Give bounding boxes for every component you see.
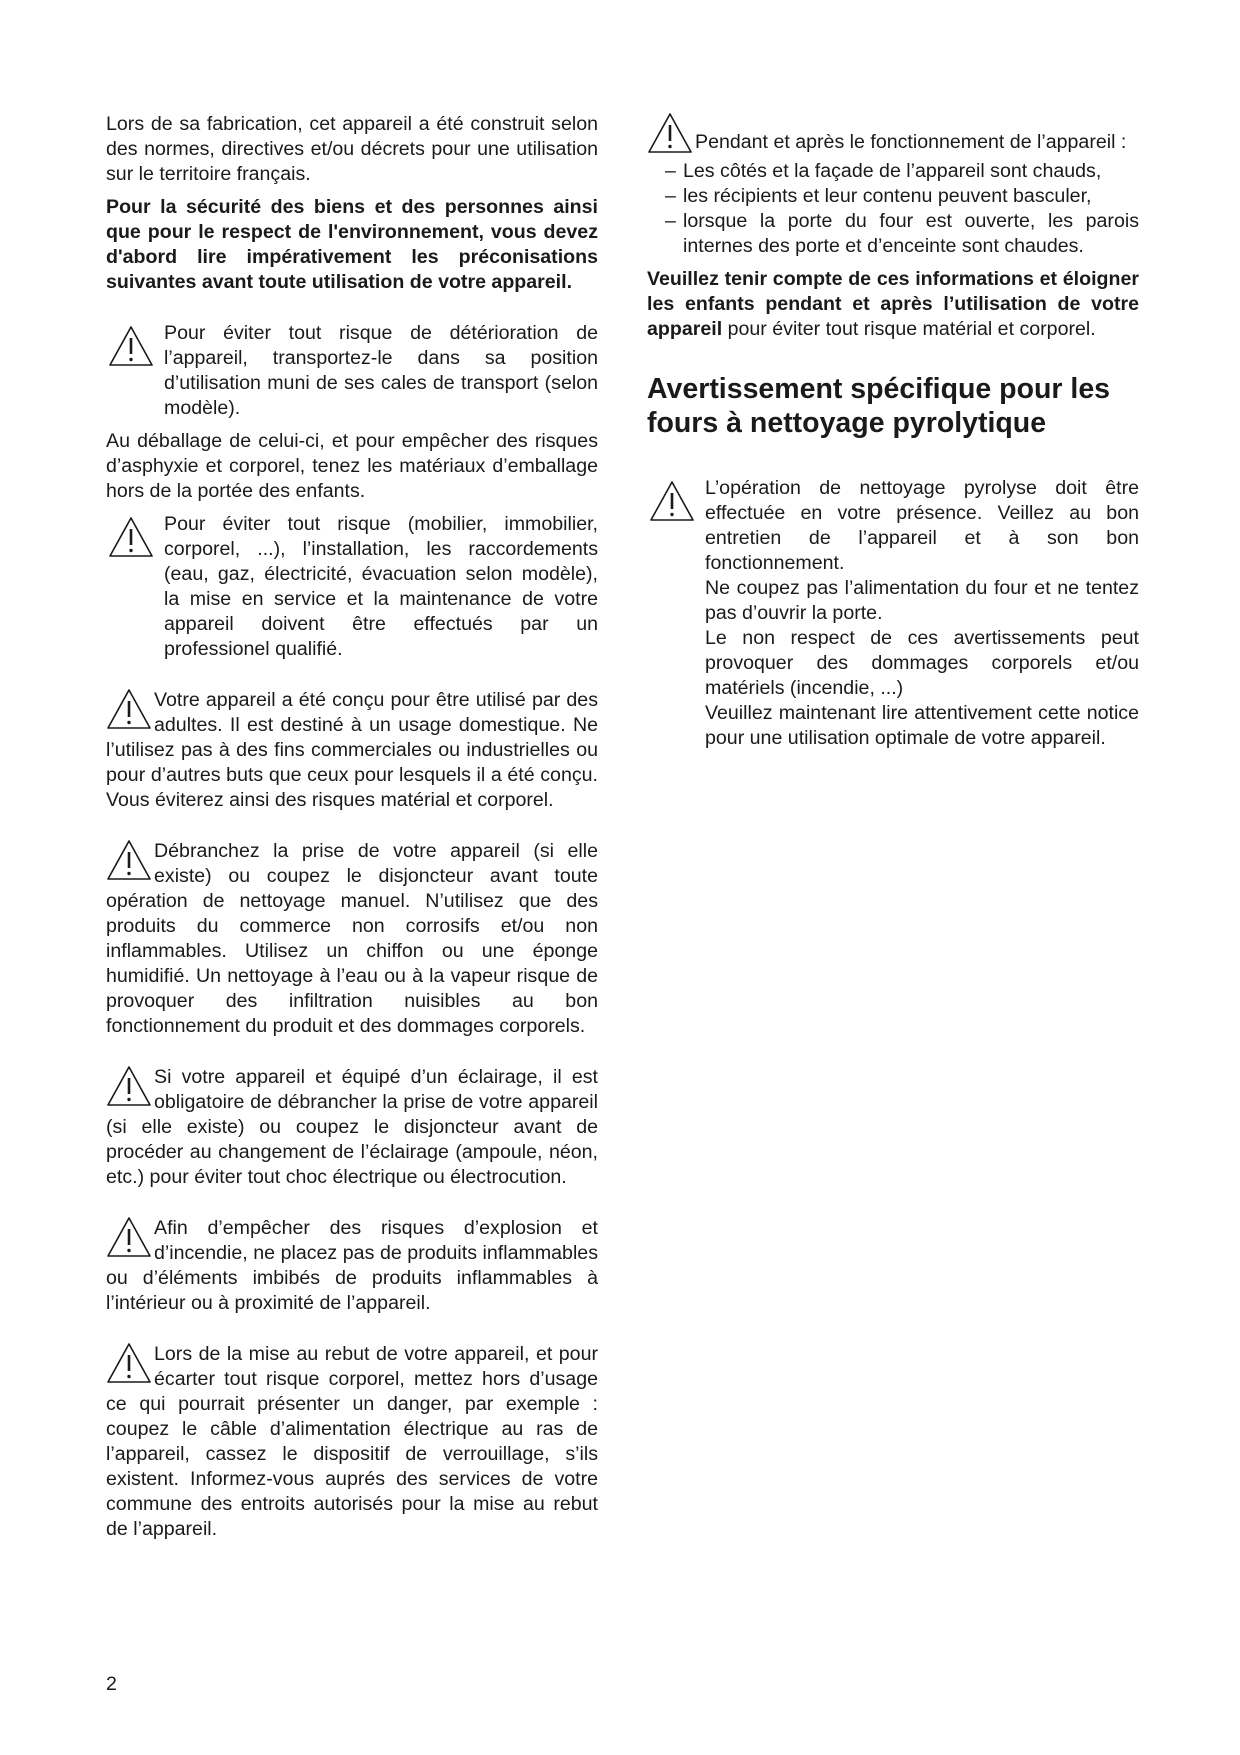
warning-icon: [106, 1065, 152, 1107]
intro-paragraph: Lors de sa fabrication, cet appareil a été construit selon des normes, directives et/ou décrets pour une utilisation sur le territoire français.: [106, 113, 598, 185]
warning-hot: [647, 112, 1139, 155]
list-item: – lorsque la porte du four est ouverte, les parois internes des porte et d’enceinte sont chaudes.: [665, 209, 1139, 259]
list-item: – Les côtés et la façade de l’appareil sont chauds,: [665, 159, 1139, 184]
warning-explosion: [106, 1216, 598, 1316]
right-column: [647, 112, 1139, 751]
pyro-text: Veuillez maintenant lire attentivement cette notice pour une utilisation optimale de votre appareil.: [705, 702, 1139, 749]
left-column: [106, 112, 598, 1542]
children-bold-text: Veuillez tenir compte de ces informations et éloigner les enfants pendant et après l’utilisation de votre appareil: [647, 268, 1139, 340]
warning-text: Pendant et après le fonctionnement de l’appareil :: [695, 131, 1127, 153]
warning-text: Lors de la mise au rebut de votre appareil, et pour écarter tout risque corporel, mettez hors d’usage ce qui pourrait présenter un danger, par exemple : coupez le câble d’alimentation électrique au ras de l’appareil, cassez le dispositif de verrouillage, s’ils existent. Informez-vous auprés des services de votre commune des entroits autorisés pour la mise au rebut de l’appareil.: [106, 1343, 598, 1540]
warning-icon: [106, 1216, 152, 1258]
hot-list: [647, 159, 1139, 259]
warning-icon: [647, 480, 697, 522]
warning-disposal: [106, 1342, 598, 1542]
warning-text: Pour éviter tout risque (mobilier, immobilier, corporel, ...), l’installation, les raccordements (eau, gaz, électricité, évacuation selon modèle), la mise en service et la maintenance de votre appareil doivent être effectués par un professionel qualifié.: [164, 513, 598, 660]
pyro-text: L’opération de nettoyage pyrolyse doit être effectuée en votre présence. Veillez au bon entretien de l’appareil et à son bon fonctionnement.: [705, 477, 1139, 574]
warning-installation: [106, 512, 598, 662]
warning-icon: [106, 688, 152, 730]
safety-paragraph: Pour la sécurité des biens et des personnes ainsi que pour le respect de l'environnement, vous devez d'abord lire impérativement les préconisations suivantes avant toute utilisation de votre appareil.: [106, 196, 598, 293]
warning-text: Débranchez la prise de votre appareil (si elle existe) ou coupez le disjoncteur avant toute opération de nettoyage manuel. N’utilisez que des produits du commerce non corrosifs et/ou non inflammables. Utilisez un chiffon ou une éponge humidifié. Un nettoyage à l’eau ou à la vapeur risque de provoquer des infiltration nuisibles au bon fonctionnement du produit et des dommages corporels.: [106, 840, 598, 1037]
pyro-text: Ne coupez pas l’alimentation du four et ne tentez pas d’ouvrir la porte.: [705, 577, 1139, 624]
warning-text: Pour éviter tout risque de détérioration de l’appareil, transportez-le dans sa position d’utilisation muni de ses cales de transport (selon modèle).: [164, 322, 598, 419]
warning-icon: [106, 839, 152, 881]
warning-transport: [106, 321, 598, 421]
children-rest-text: pour éviter tout risque matérial et corporel.: [722, 318, 1096, 340]
warning-icon: [647, 112, 693, 154]
warning-icon: [106, 516, 156, 558]
page-number: 2: [106, 1673, 117, 1695]
list-item: – les récipients et leur contenu peuvent basculer,: [665, 184, 1139, 209]
warning-lighting: [106, 1065, 598, 1190]
warning-text: Si votre appareil et équipé d’un éclairage, il est obligatoire de débrancher la prise de votre appareil (si elle existe) ou coupez le disjoncteur avant de procéder au changement de l’éclairage (ampoule, néon, etc.) pour éviter tout choc électrique ou électrocution.: [106, 1066, 598, 1188]
warning-icon: [106, 1342, 152, 1384]
pyro-text: Le non respect de ces avertissements peut provoquer des dommages corporels et/ou matériels (incendie, ...): [705, 627, 1139, 699]
unpack-paragraph: Au déballage de celui-ci, et pour empêcher des risques d’asphyxie et corporel, tenez les matériaux d’emballage hors de la portée des enfants.: [106, 430, 598, 502]
warning-text: Votre appareil a été conçu pour être utilisé par des adultes. Il est destiné à un usage domestique. Ne l’utilisez pas à des fins commerciales ou industrielles ou pour d’autres buts que ceux pour lesquels il a été conçu. Vous éviterez ainsi des risques matérial et corporel.: [106, 689, 598, 811]
warning-icon: [106, 325, 156, 367]
warning-pyrolysis: [647, 476, 1139, 751]
section-heading: Avertissement spécifique pour les fours à nettoyage pyrolytique: [647, 373, 1111, 439]
warning-usage: [106, 688, 598, 813]
children-paragraph: [647, 267, 1139, 342]
warning-text: Afin d’empêcher des risques d’explosion et d’incendie, ne placez pas de produits inflammables ou d’éléments imbibés de produits inflammables à l’intérieur ou à proximité de l’appareil.: [106, 1217, 598, 1314]
warning-cleaning: [106, 839, 598, 1039]
